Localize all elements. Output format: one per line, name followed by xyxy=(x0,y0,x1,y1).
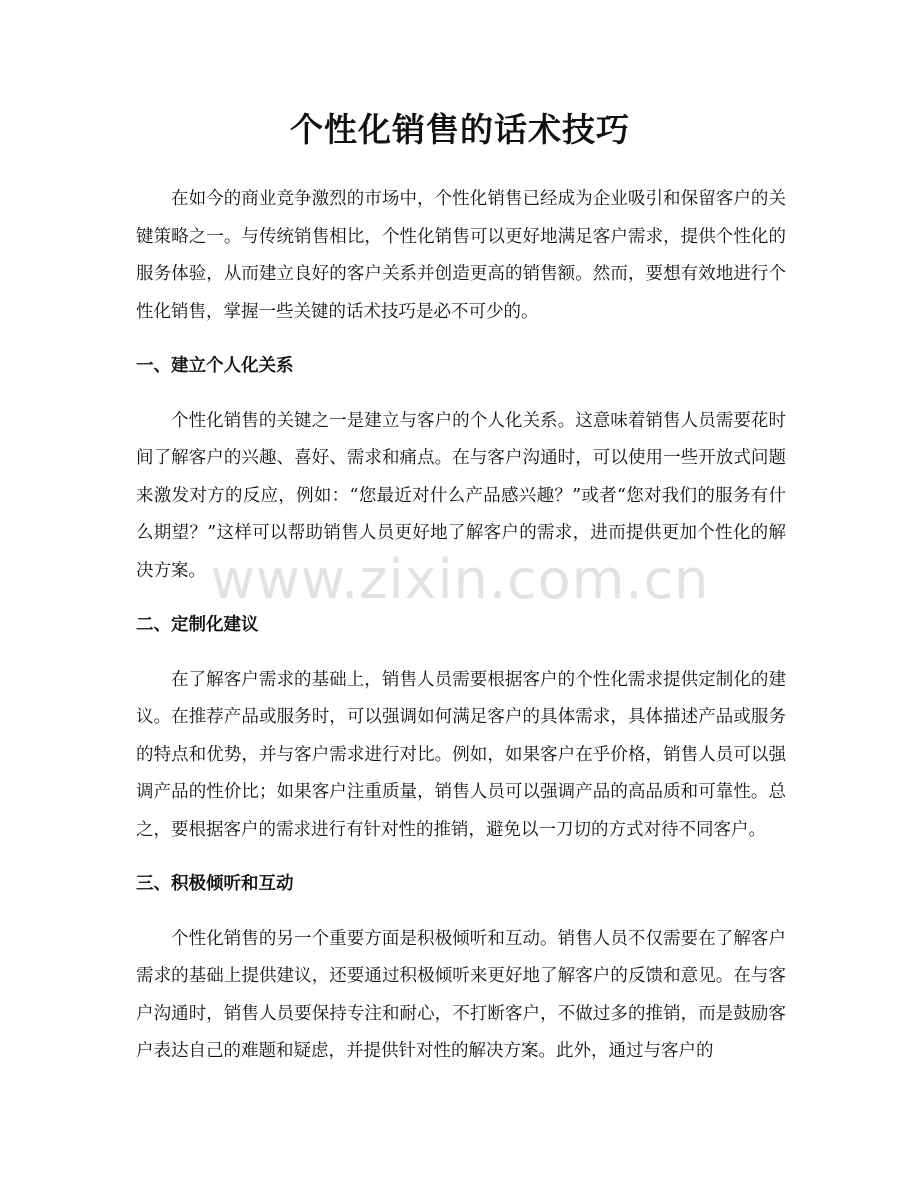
document-title: 个性化销售的话术技巧 xyxy=(290,110,630,149)
section-heading-2: 二、定制化建议 xyxy=(136,615,259,635)
watermark: www.zixin.com.cn xyxy=(210,548,710,611)
section-paragraph-2: 在了解客户需求的基础上，销售人员需要根据客户的个性化需求提供定制化的建议。在推荐产品或服务时，可以强调如何满足客户的具体需求，具体描述产品或服务的特点和优势，并与客户需求进行对比。例如，如果客户在乎价格，销售人员可以强调产品的性价比；如果客户注重质量，销售人员可以强调产品的高品质和可靠性。总之，要根据客户的需求进行有针对性的推销，避免以一刀切的方式对待不同客户。 xyxy=(136,669,786,840)
intro-paragraph: 在如今的商业竞争激烈的市场中，个性化销售已经成为企业吸引和保留客户的关键策略之一。与传统销售相比，个性化销售可以更好地满足客户需求，提供个性化的服务体验，从而建立良好的客户关系并创造更高的销售额。然而，要想有效地进行个性化销售，掌握一些关键的话术技巧是必不可少的。 xyxy=(136,189,786,322)
section-heading-1: 一、建立个人化关系 xyxy=(136,356,294,376)
section-heading-3: 三、积极倾听和互动 xyxy=(136,874,294,894)
document-body xyxy=(136,181,786,1071)
section-paragraph-3: 个性化销售的另一个重要方面是积极倾听和互动。销售人员不仅需要在了解客户需求的基础上提供建议，还要通过积极倾听来更好地了解客户的反馈和意见。在与客户沟通时，销售人员要保持专注和耐心，不打断客户，不做过多的推销，而是鼓励客户表达自己的难题和疑虑，并提供针对性的解决方案。此外，通过与客户的 xyxy=(136,928,786,1061)
section-paragraph-1: 个性化销售的关键之一是建立与客户的个人化关系。这意味着销售人员需要花时间了解客户的兴趣、喜好、需求和痛点。在与客户沟通时，可以使用一些开放式问题来激发对方的反应，例如：“您最近对什么产品感兴趣？”或者“您对我们的服务有什么期望？”这样可以帮助销售人员更好地了解客户的需求，进而提供更加个性化的解决方案。 xyxy=(136,410,786,581)
